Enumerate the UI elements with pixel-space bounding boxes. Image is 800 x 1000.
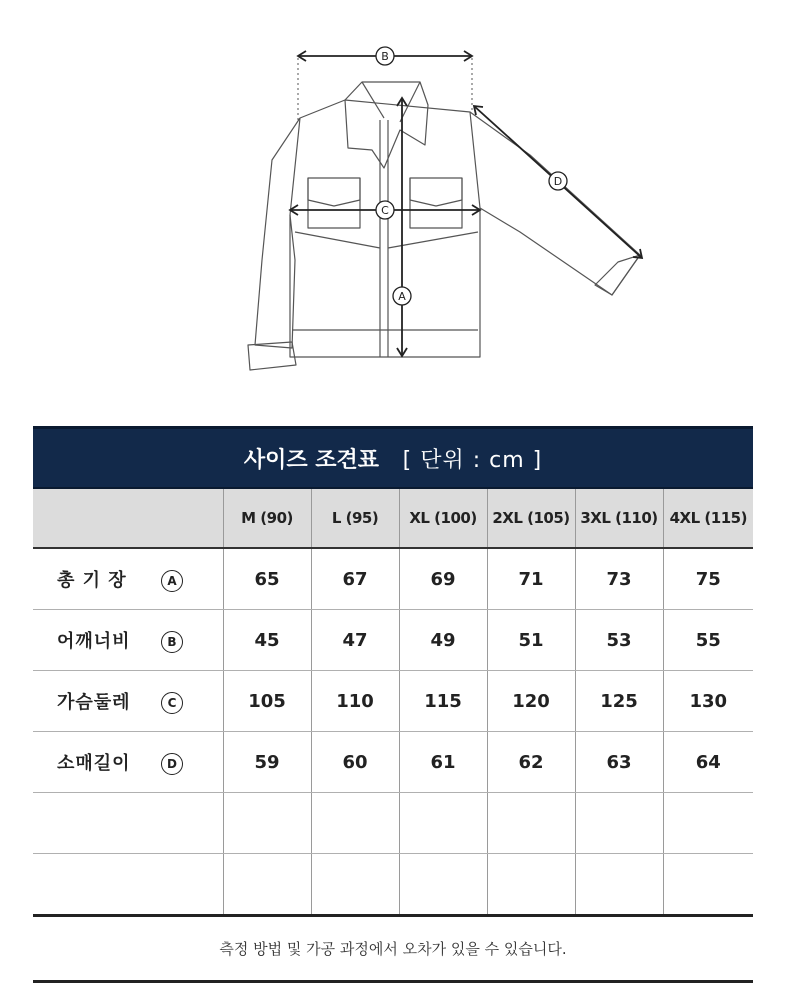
row-marker: A xyxy=(161,570,183,592)
row-label: 소매길이 xyxy=(57,753,131,774)
svg-text:A: A xyxy=(398,290,406,303)
value-cell: 105 xyxy=(223,671,311,732)
header-size: M (90) xyxy=(223,488,311,548)
header-blank xyxy=(33,488,223,548)
svg-text:D: D xyxy=(553,175,563,188)
value-cell: 73 xyxy=(575,548,663,610)
header-size: XL (100) xyxy=(399,488,487,548)
value-cell: 49 xyxy=(399,610,487,671)
header-size: 2XL (105) xyxy=(487,488,575,548)
value-cell: 67 xyxy=(311,548,399,610)
value-cell: 120 xyxy=(487,671,575,732)
right-pocket xyxy=(410,178,462,228)
value-cell: 59 xyxy=(223,732,311,793)
marker-b xyxy=(376,47,394,65)
row-label-cell xyxy=(33,610,223,671)
marker-a xyxy=(393,287,411,305)
value-cell: 47 xyxy=(311,610,399,671)
value-cell xyxy=(663,793,753,854)
measurement-note: 측정 방법 및 가공 과정에서 오차가 있을 수 있습니다. xyxy=(219,940,567,958)
table-row xyxy=(33,854,753,916)
size-table xyxy=(33,426,753,917)
marker-d xyxy=(549,172,567,190)
row-label-cell xyxy=(33,793,223,854)
row-marker: C xyxy=(161,692,183,714)
header-size: L (95) xyxy=(311,488,399,548)
left-pocket xyxy=(308,178,360,228)
value-cell: 125 xyxy=(575,671,663,732)
value-cell xyxy=(399,854,487,916)
table-row xyxy=(33,548,753,610)
value-cell: 53 xyxy=(575,610,663,671)
row-label: 총 기 장 xyxy=(57,570,127,591)
unit-label: [ 단위 : cm ] xyxy=(402,447,543,473)
table-row xyxy=(33,793,753,854)
value-cell xyxy=(487,793,575,854)
row-label-cell xyxy=(33,732,223,793)
svg-text:B: B xyxy=(381,50,389,63)
row-label-cell xyxy=(33,854,223,916)
row-label-cell xyxy=(33,548,223,610)
row-label-cell xyxy=(33,671,223,732)
value-cell: 75 xyxy=(663,548,753,610)
table-row xyxy=(33,671,753,732)
header-size: 4XL (115) xyxy=(663,488,753,548)
value-cell xyxy=(223,854,311,916)
value-cell: 62 xyxy=(487,732,575,793)
value-cell xyxy=(575,793,663,854)
value-cell: 61 xyxy=(399,732,487,793)
value-cell: 51 xyxy=(487,610,575,671)
row-marker: D xyxy=(161,753,183,775)
header-size: 3XL (110) xyxy=(575,488,663,548)
value-cell: 110 xyxy=(311,671,399,732)
value-cell xyxy=(487,854,575,916)
value-cell: 69 xyxy=(399,548,487,610)
value-cell: 45 xyxy=(223,610,311,671)
value-cell: 55 xyxy=(663,610,753,671)
value-cell: 63 xyxy=(575,732,663,793)
value-cell xyxy=(575,854,663,916)
value-cell: 64 xyxy=(663,732,753,793)
value-cell xyxy=(663,854,753,916)
value-cell: 60 xyxy=(311,732,399,793)
value-cell xyxy=(223,793,311,854)
left-sleeve xyxy=(255,118,300,348)
value-cell: 130 xyxy=(663,671,753,732)
table-row xyxy=(33,732,753,793)
value-cell: 71 xyxy=(487,548,575,610)
header-row xyxy=(33,488,753,548)
value-cell: 65 xyxy=(223,548,311,610)
right-sleeve xyxy=(470,112,640,295)
value-cell xyxy=(311,793,399,854)
value-cell: 115 xyxy=(399,671,487,732)
marker-c xyxy=(376,201,394,219)
table-row xyxy=(33,610,753,671)
row-label: 가슴둘레 xyxy=(57,692,131,713)
value-cell xyxy=(399,793,487,854)
value-cell xyxy=(311,854,399,916)
table-title xyxy=(33,428,753,489)
jacket-measurement-diagram xyxy=(0,0,800,400)
table-title-text: 사이즈 조견표 xyxy=(243,447,379,473)
svg-text:C: C xyxy=(381,204,389,217)
bottom-divider xyxy=(33,980,753,983)
row-label: 어깨너비 xyxy=(57,631,131,652)
jacket-collar xyxy=(345,82,428,168)
row-marker: B xyxy=(161,631,183,653)
